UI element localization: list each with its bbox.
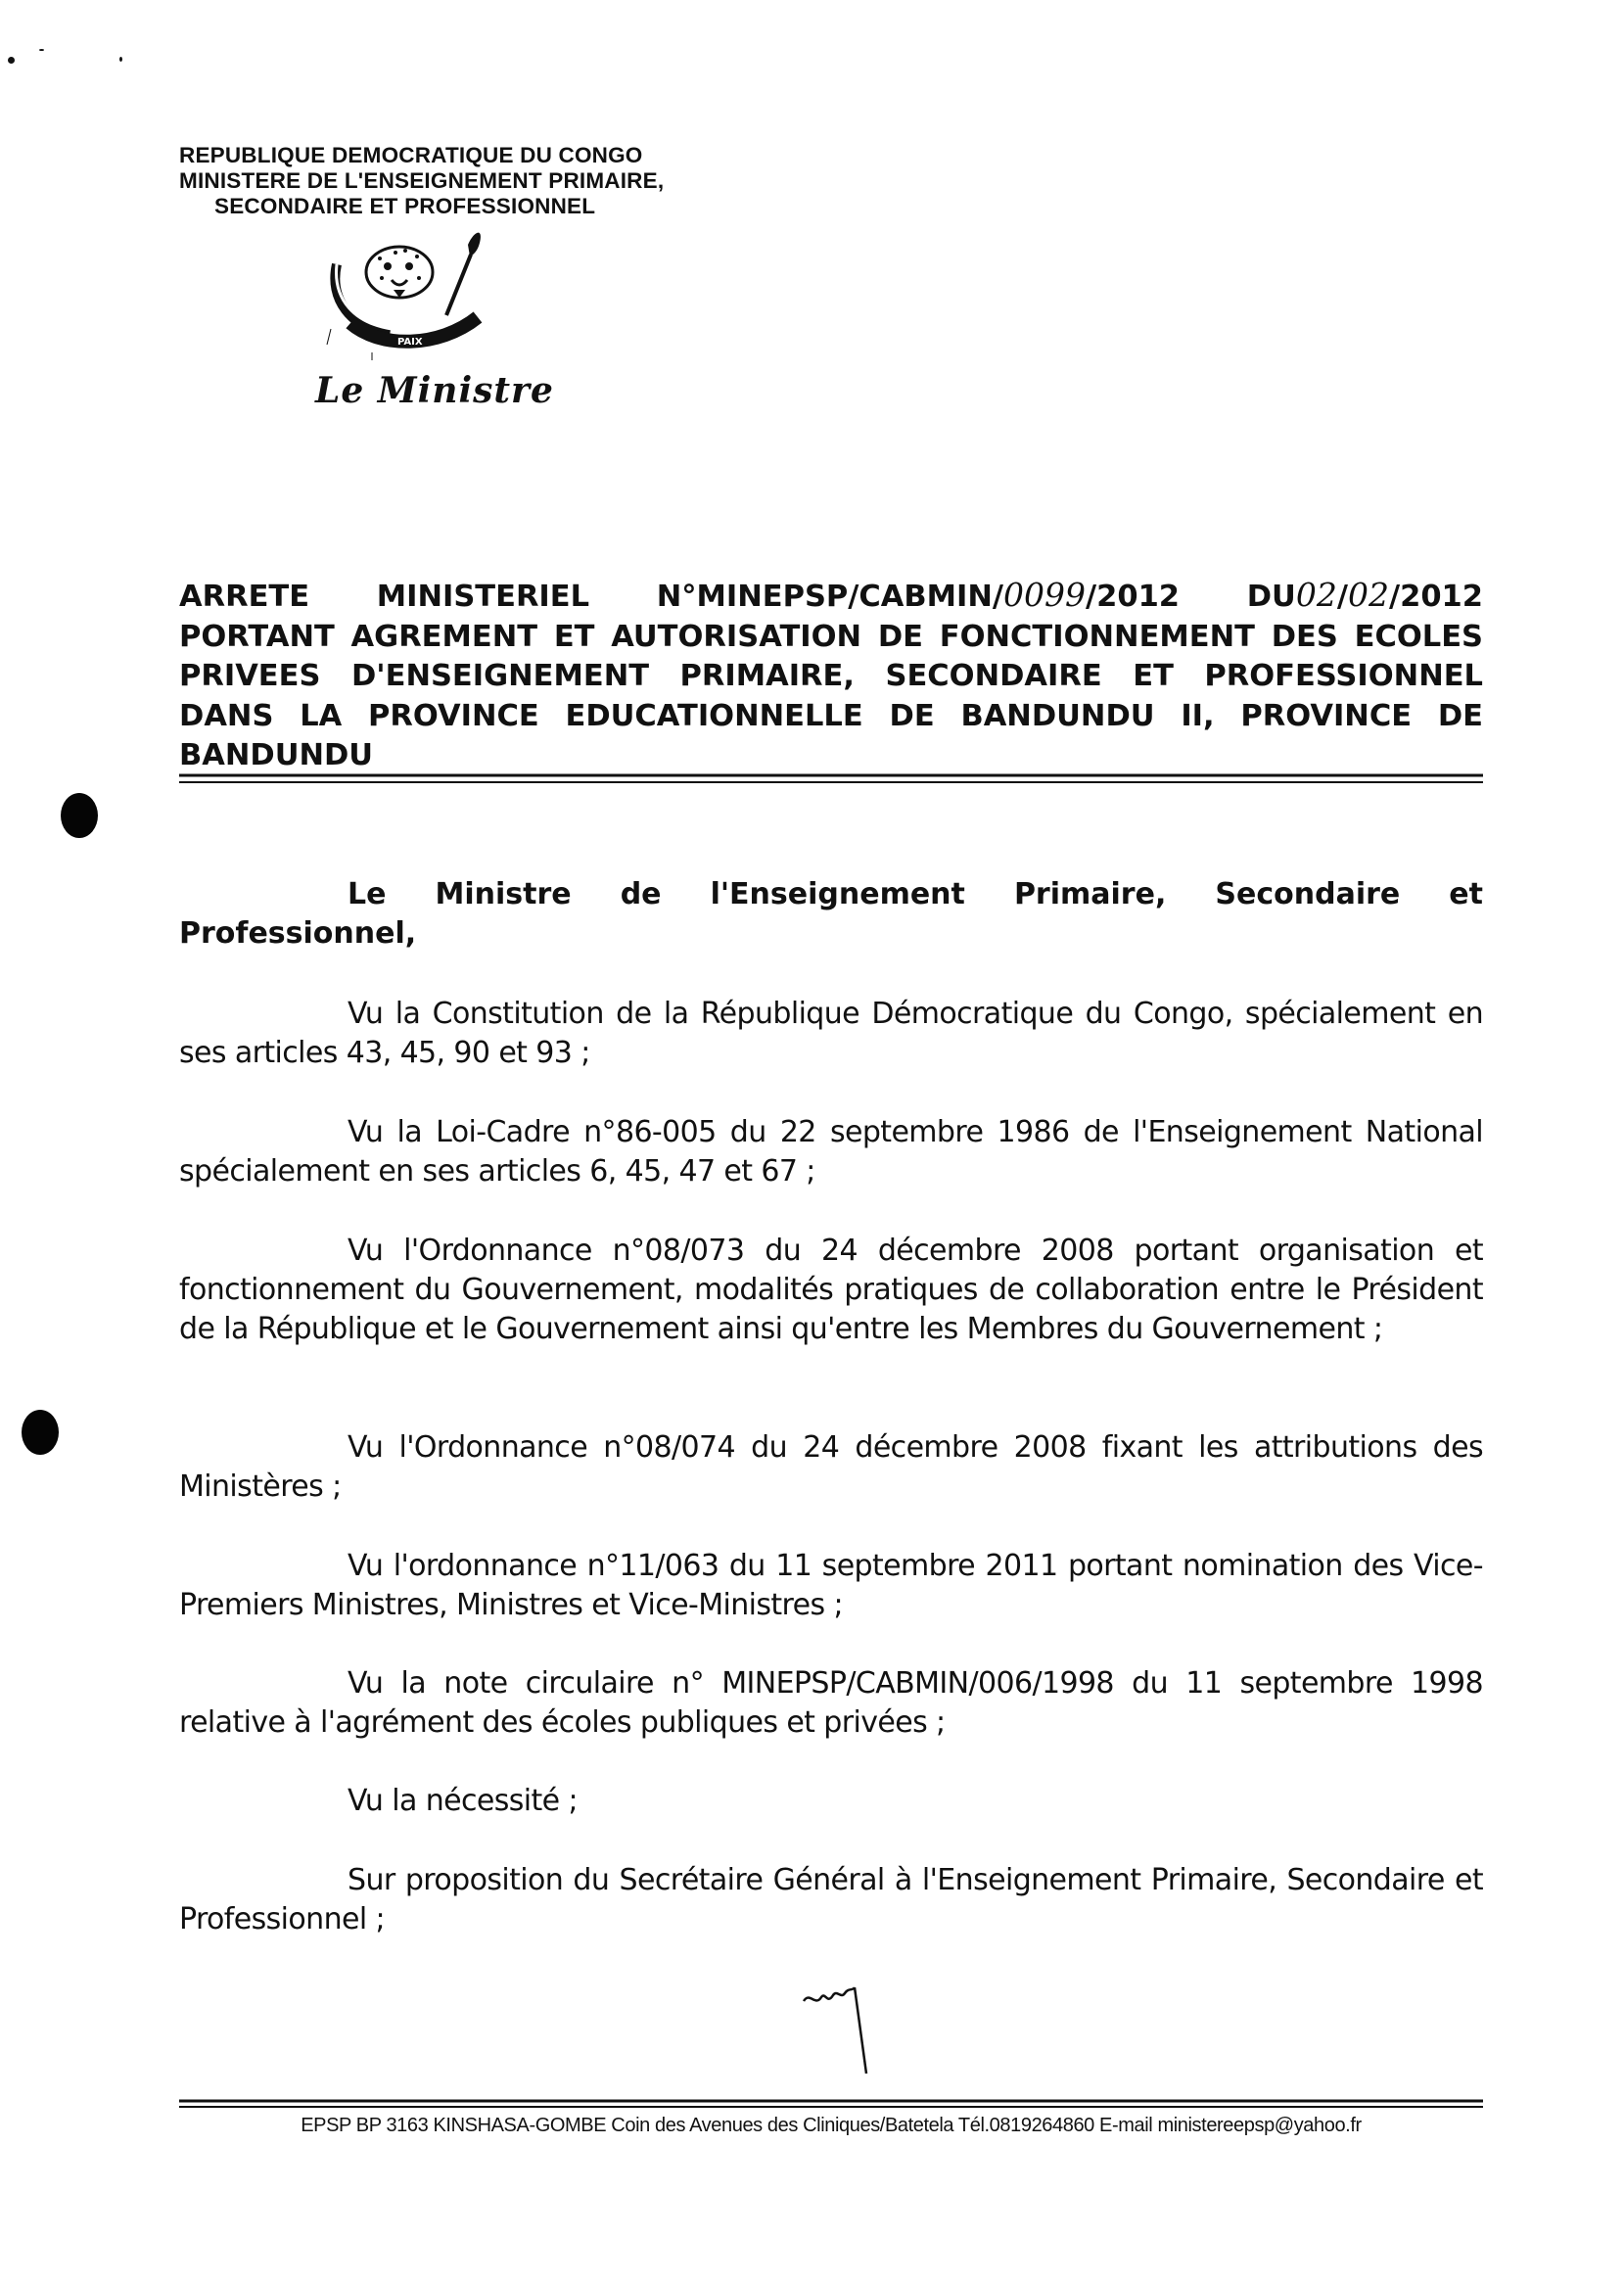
minister-title: Le Ministre [315, 370, 554, 411]
letterhead-ministry: MINISTERE DE L'ENSEIGNEMENT PRIMAIRE, [179, 168, 665, 193]
decree-title-line: DANS LA PROVINCE EDUCATIONNELLE DE BANDUNDU II, PROVINCE DE [179, 698, 1483, 733]
footer-address: EPSP BP 3163 KINSHASA-GOMBE Coin des Avenues des Cliniques/Batetela Tél.0819264860 E-mail ministereepsp@yahoo.fr [301, 2115, 1362, 2136]
recital-paragraph: Vu l'Ordonnance n°08/073 du 24 décembre 2008 portant organisation et fonctionnement du Gouvernement, modalités pratiques de collaboration entre le Président de la République et le Gouvernement ainsi qu'entre les Membres du Gouvernement ; [179, 1234, 1483, 1346]
handwritten-number: 0099 [1003, 576, 1086, 614]
recital-paragraph: Vu la Constitution de la République Démocratique du Congo, spécialement en ses articles 43, 45, 90 et 93 ; [179, 997, 1483, 1070]
decree-reference: ARRETE MINISTERIEL N°MINEPSP/CABMIN/0099/2012 DU02/02/2012 [179, 576, 1483, 614]
scan-speck [8, 57, 15, 64]
decree-title [179, 576, 1483, 776]
recital-paragraph: Sur proposition du Secrétaire Général à l'Enseignement Primaire, Secondaire et Professionnel ; [179, 1863, 1483, 1936]
recital-paragraph: Vu l'ordonnance n°11/063 du 11 septembre 2011 portant nomination des Vice-Premiers Ministres, Ministres et Vice-Ministres ; [179, 1549, 1483, 1622]
leopard-coat-of-arms-icon [311, 221, 527, 368]
handwritten-initials [798, 1978, 876, 2075]
title-underline [179, 773, 1483, 785]
punch-hole [22, 1410, 59, 1455]
footer-rule [179, 2099, 1483, 2109]
decree-title-line: PORTANT AGREMENT ET AUTORISATION DE FONCTIONNEMENT DES ECOLES [179, 619, 1483, 654]
recital-paragraph: Vu la note circulaire n° MINEPSP/CABMIN/006/1998 du 11 septembre 1998 relative à l'agrément des écoles publiques et privées ; [179, 1666, 1483, 1740]
punch-hole [61, 793, 98, 838]
opening-statement: Le Ministre de l'Enseignement Primaire, Secondaire et Professionnel, [179, 877, 1483, 951]
recital-paragraph: Vu l'Ordonnance n°08/074 du 24 décembre 2008 fixant les attributions des Ministères ; [179, 1430, 1483, 1504]
handwritten-day: 02 [1295, 576, 1337, 614]
scan-speck [119, 57, 122, 62]
decree-title-line: BANDUNDU [179, 738, 374, 772]
recital-paragraph: Vu la Loi-Cadre n°86-005 du 22 septembre 1986 de l'Enseignement National spécialement en ses articles 6, 45, 47 et 67 ; [179, 1115, 1483, 1189]
svg-text:PAIX: PAIX [397, 337, 423, 348]
letterhead-ministry-cont: SECONDAIRE ET PROFESSIONNEL [214, 194, 596, 218]
scan-speck [39, 49, 44, 51]
handwritten-month: 02 [1347, 576, 1389, 614]
letterhead [179, 143, 664, 219]
decree-title-line: PRIVEES D'ENSEIGNEMENT PRIMAIRE, SECONDAIRE ET PROFESSIONNEL [179, 659, 1483, 693]
letterhead-country: REPUBLIQUE DEMOCRATIQUE DU CONGO [179, 143, 643, 167]
recital-paragraph: Vu la nécessité ; [348, 1784, 578, 1818]
